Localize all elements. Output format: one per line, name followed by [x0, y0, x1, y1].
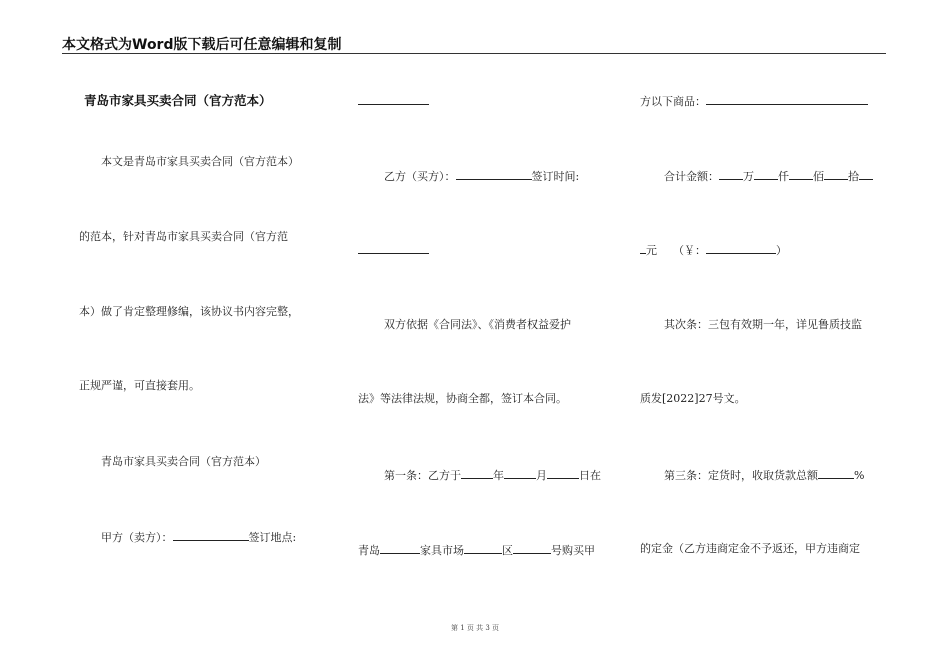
yuan-label: 元 [646, 244, 657, 257]
intro-line-1: 本文是青岛市家具买卖合同（官方范本） [101, 155, 299, 168]
total-amount-label: 合计金额： [664, 170, 719, 183]
yen-blank [706, 242, 776, 254]
number-label: 号购买甲 [551, 544, 595, 557]
page-footer: 第 1 页 共 3 页 [450, 624, 500, 632]
goods-blank [706, 93, 868, 105]
header-divider [62, 53, 886, 54]
year-label: 年 [493, 469, 504, 482]
wan-label: 万 [743, 170, 754, 183]
party-b-line [384, 168, 579, 184]
party-a-label: 甲方（卖方）： [101, 531, 173, 544]
signing-place-label: 签订地点: [248, 531, 297, 544]
basis-line-2: 法》等法律法规，协商全都，签订本合同。 [358, 392, 567, 405]
article-1-line-2 [358, 542, 595, 558]
party-a-blank [173, 529, 249, 541]
contract-title: 青岛市家具买卖合同（官方范本） [84, 93, 272, 108]
article-2-line-1: 其次条：三包有效期一年，详见鲁质技监 [664, 318, 862, 331]
day-blank [547, 467, 579, 479]
basis-line-1: 双方依据《合同法》、《消费者权益爱护 [384, 318, 571, 331]
party-a-line [101, 529, 296, 545]
article-2-line-2: 质发[2022]27号文。 [640, 392, 746, 405]
party-b-blank [456, 168, 532, 180]
month-label: 月 [536, 469, 547, 482]
wan-blank [719, 168, 743, 180]
district-label: 区 [502, 544, 513, 557]
percent-sign: % [854, 469, 865, 482]
year-blank [461, 467, 493, 479]
document-header-banner: 本文格式为Word版下载后可任意编辑和复制 [62, 37, 342, 53]
signing-time-label: 签订时间: [531, 170, 580, 183]
shi-blank [824, 168, 848, 180]
intro-line-3: 本）做了肯定整理修编，该协议书内容完整， [79, 305, 299, 318]
market-blank [464, 542, 502, 554]
article-3-line-2: 的定金（乙方违商定金不予返还，甲方违商定 [640, 542, 860, 555]
qian-blank [754, 168, 778, 180]
intro-line-2: 的范本，针对青岛市家具买卖合同（官方范 [79, 230, 288, 243]
shi-label: 拾 [848, 170, 859, 183]
yen-close: ） [776, 244, 787, 257]
yuan-line [640, 242, 787, 258]
bai-blank [789, 168, 813, 180]
goods-label: 方以下商品： [640, 95, 706, 108]
qian-label: 仟 [778, 170, 789, 183]
party-b-label: 乙方（买方）： [384, 170, 456, 183]
city-blank [380, 542, 420, 554]
market-label: 家具市场 [420, 544, 464, 557]
total-amount-line [664, 168, 873, 184]
blank-line-top [358, 93, 429, 105]
intro-line-4: 正规严谨，可直接套用。 [79, 379, 200, 392]
district-blank [513, 542, 551, 554]
city-label: 青岛 [358, 544, 380, 557]
yen-open: （￥： [673, 244, 706, 257]
month-blank [504, 467, 536, 479]
day-label: 日在 [579, 469, 601, 482]
contract-subtitle: 青岛市家具买卖合同（官方范本） [101, 455, 266, 468]
article-1-label: 第一条：乙方于 [384, 469, 461, 482]
shi-trailing-blank [859, 168, 873, 180]
article-3-label: 第三条：定货时，收取货款总额 [664, 469, 818, 482]
article-3-line-1 [664, 467, 864, 483]
bai-label: 佰 [813, 170, 824, 183]
deposit-percent-blank [818, 467, 854, 479]
goods-line [640, 93, 868, 109]
blank-line-mid [358, 242, 429, 254]
article-1-line-1 [384, 467, 601, 483]
